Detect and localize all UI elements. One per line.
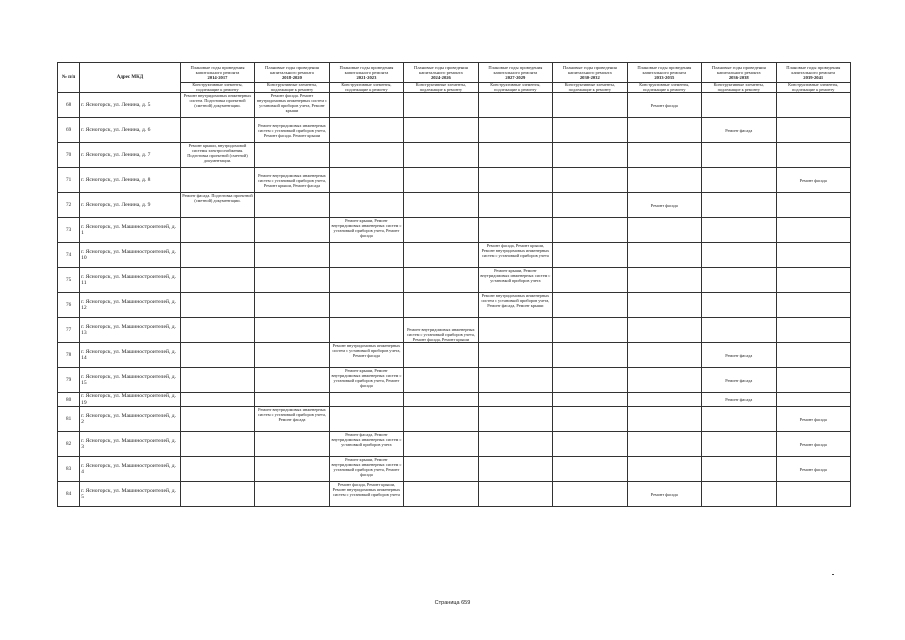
table-row bbox=[58, 432, 851, 457]
row-number: 70 bbox=[58, 143, 80, 168]
repair-cell bbox=[478, 457, 552, 482]
repair-cell bbox=[627, 143, 701, 168]
repair-cell: Ремонт фасада bbox=[627, 93, 701, 118]
repair-cell: Ремонт внутридомовых инженерных систем с установкой приборов учета, Ремонт фасада. Ремонт крыши bbox=[255, 118, 329, 143]
repair-cell bbox=[329, 193, 403, 218]
repair-cell bbox=[180, 407, 254, 432]
repair-cell bbox=[702, 482, 776, 507]
repair-cell bbox=[702, 218, 776, 243]
repair-cell bbox=[702, 293, 776, 318]
repair-cell bbox=[180, 432, 254, 457]
repair-cell bbox=[180, 482, 254, 507]
repair-cell bbox=[404, 293, 478, 318]
repair-cell bbox=[702, 143, 776, 168]
repair-cell bbox=[404, 393, 478, 407]
repair-cell: Ремонт фасада. Подготовка проектной (сметной) документации. bbox=[180, 193, 254, 218]
repair-cell: Ремонт фасада bbox=[776, 457, 851, 482]
repair-cell bbox=[553, 218, 627, 243]
repair-cell bbox=[776, 482, 851, 507]
repair-cell bbox=[553, 243, 627, 268]
repair-cell: Ремонт крыши, Ремонт внутридомовых инженерных систем с установкой приборов учета bbox=[478, 268, 552, 293]
repair-cell bbox=[255, 268, 329, 293]
repair-cell bbox=[255, 293, 329, 318]
repair-cell bbox=[553, 193, 627, 218]
repair-cell bbox=[329, 93, 403, 118]
header-period-0 bbox=[180, 63, 254, 83]
repair-cell bbox=[180, 118, 254, 143]
header-period-1 bbox=[255, 63, 329, 83]
repair-cell bbox=[627, 243, 701, 268]
repair-cell bbox=[702, 268, 776, 293]
repair-cell bbox=[478, 368, 552, 393]
repair-cell bbox=[180, 393, 254, 407]
row-address: г. Ясногорск, ул. Машиностроителей, д. 4 bbox=[80, 457, 181, 482]
header-period-label: Плановые годы проведения капитального ремонта bbox=[264, 65, 319, 75]
repair-cell: Ремонт внутридомовых инженерных систем с установкой приборов учета, Ремонт фасада bbox=[255, 407, 329, 432]
repair-cell: Ремонт крыши, Ремонт внутридомовых инженерных систем с установкой приборов учета, Ремонт фасада bbox=[329, 457, 403, 482]
repair-cell bbox=[627, 118, 701, 143]
repair-cell bbox=[702, 168, 776, 193]
repair-cell bbox=[478, 218, 552, 243]
header-period-label: Плановые годы проведения капитального ремонта bbox=[711, 65, 766, 75]
repair-cell bbox=[627, 407, 701, 432]
repair-cell bbox=[776, 218, 851, 243]
repair-cell bbox=[776, 193, 851, 218]
table-row bbox=[58, 193, 851, 218]
repair-cell bbox=[776, 393, 851, 407]
row-address: г. Ясногорск, ул. Машиностроителей, д. 1 bbox=[80, 218, 181, 243]
header-period-years: 2036-2038 bbox=[728, 75, 749, 80]
repair-cell bbox=[404, 143, 478, 168]
repair-cell bbox=[180, 368, 254, 393]
repair-cell bbox=[776, 93, 851, 118]
repair-cell: Ремонт внутридомовых инженерных систем с установкой приборов учета, Ремонт фасада bbox=[329, 343, 403, 368]
repair-cell bbox=[702, 457, 776, 482]
row-number: 78 bbox=[58, 343, 80, 368]
repair-cell bbox=[255, 343, 329, 368]
header-subtitle: Конструктивные элементы, подлежащие к ремонту bbox=[627, 83, 701, 93]
header-number: № п/п bbox=[58, 63, 80, 93]
repair-cell bbox=[776, 143, 851, 168]
header-period-years: 2033-2035 bbox=[654, 75, 675, 80]
repair-cell bbox=[553, 457, 627, 482]
table-row bbox=[58, 407, 851, 432]
repair-cell bbox=[180, 457, 254, 482]
repair-cell: Ремонт внутридомовых инженерных систем с установкой приборов учета, Ремонт крыши, Ремонт фасада bbox=[255, 168, 329, 193]
repair-cell bbox=[478, 93, 552, 118]
repair-cell bbox=[776, 343, 851, 368]
row-address: г. Ясногорск, ул. Машиностроителей, д. 3 bbox=[80, 432, 181, 457]
repair-cell bbox=[702, 318, 776, 343]
repair-cell bbox=[627, 343, 701, 368]
repair-cell bbox=[404, 482, 478, 507]
repair-cell bbox=[180, 218, 254, 243]
header-period-label: Плановые годы проведения капитального ремонта bbox=[786, 65, 841, 75]
repair-cell bbox=[329, 393, 403, 407]
header-period-6 bbox=[627, 63, 701, 83]
table-row bbox=[58, 218, 851, 243]
repair-cell bbox=[329, 407, 403, 432]
repair-cell bbox=[776, 368, 851, 393]
repair-cell bbox=[627, 268, 701, 293]
repair-cell bbox=[553, 168, 627, 193]
row-address: г. Ясногорск, ул. Машиностроителей, д. 14 bbox=[80, 343, 181, 368]
repair-cell bbox=[404, 268, 478, 293]
repair-cell bbox=[627, 457, 701, 482]
repair-cell bbox=[553, 343, 627, 368]
header-subtitle: Конструктивные элементы, подлежащие к ремонту bbox=[776, 83, 851, 93]
row-number: 79 bbox=[58, 368, 80, 393]
repair-cell bbox=[180, 168, 254, 193]
repair-cell: Ремонт фасада bbox=[627, 482, 701, 507]
header-period-label: Плановые годы проведения капитального ремонта bbox=[190, 65, 245, 75]
table-row bbox=[58, 368, 851, 393]
repair-cell bbox=[553, 432, 627, 457]
repair-cell: Ремонт фасада bbox=[776, 407, 851, 432]
repair-cell bbox=[553, 143, 627, 168]
row-number: 84 bbox=[58, 482, 80, 507]
row-number: 83 bbox=[58, 457, 80, 482]
repair-cell bbox=[180, 318, 254, 343]
header-period-years: 2021-2023 bbox=[356, 75, 377, 80]
table-row bbox=[58, 168, 851, 193]
table-row bbox=[58, 482, 851, 507]
repair-cell bbox=[776, 318, 851, 343]
header-subtitle: Конструктивные элементы, подлежащие к ремонту bbox=[702, 83, 776, 93]
repair-cell bbox=[478, 318, 552, 343]
header-address: Адрес МКД bbox=[80, 63, 181, 93]
repair-cell bbox=[329, 243, 403, 268]
repair-cell bbox=[478, 143, 552, 168]
row-address: г. Ясногорск, ул. Ленина, д. 6 bbox=[80, 118, 181, 143]
header-subtitle: Конструктивные элементы, подлежащие к ремонту bbox=[404, 83, 478, 93]
row-address: г. Ясногорск, ул. Ленина, д. 8 bbox=[80, 168, 181, 193]
row-number: 74 bbox=[58, 243, 80, 268]
header-period-8 bbox=[776, 63, 851, 83]
repair-cell bbox=[702, 407, 776, 432]
table-row bbox=[58, 268, 851, 293]
repair-cell bbox=[627, 168, 701, 193]
repair-cell bbox=[478, 407, 552, 432]
header-period-4 bbox=[478, 63, 552, 83]
row-number: 77 bbox=[58, 318, 80, 343]
repair-cell bbox=[553, 393, 627, 407]
row-address: г. Ясногорск, ул. Машиностроителей, д. 13 bbox=[80, 318, 181, 343]
repair-cell bbox=[553, 93, 627, 118]
repair-cell bbox=[478, 482, 552, 507]
row-address: г. Ясногорск, ул. Машиностроителей, д. 2 bbox=[80, 407, 181, 432]
repair-cell: Ремонт фасада, Ремонт внутридомовых инженерных систем с установкой приборов учета bbox=[329, 432, 403, 457]
repair-cell: Ремонт фасада. Ремонт внутридомовых инженерных систем с установкой приборов учета, Ремонт крыши bbox=[255, 93, 329, 118]
repair-cell: Ремонт крыши, Ремонт внутридомовых инженерных систем с установкой приборов учета, Ремонт фасада bbox=[329, 368, 403, 393]
repair-cell bbox=[329, 168, 403, 193]
repair-cell bbox=[329, 293, 403, 318]
repair-cell bbox=[627, 368, 701, 393]
row-number: 75 bbox=[58, 268, 80, 293]
repair-cell: Ремонт фасада bbox=[776, 432, 851, 457]
repair-cell bbox=[478, 432, 552, 457]
repair-cell: Ремонт крыши, Ремонт внутридомовых инженерных систем с установкой приборов учета, Ремонт фасада bbox=[329, 218, 403, 243]
repair-cell bbox=[553, 368, 627, 393]
repair-cell bbox=[553, 268, 627, 293]
row-number: 69 bbox=[58, 118, 80, 143]
repair-cell: Ремонт фасада bbox=[702, 368, 776, 393]
header-period-years: 2030-2032 bbox=[579, 75, 600, 80]
repair-cell bbox=[478, 118, 552, 143]
header-subtitle: Конструктивные элементы, подлежащие к ремонту bbox=[329, 83, 403, 93]
header-subtitle: Конструктивные элементы, подлежащие к ремонту bbox=[553, 83, 627, 93]
scan-speck bbox=[832, 574, 834, 575]
repair-cell bbox=[404, 193, 478, 218]
header-subtitle: Конструктивные элементы, подлежащие к ремонту bbox=[478, 83, 552, 93]
repair-cell: Ремонт фасада bbox=[776, 168, 851, 193]
repair-cell bbox=[180, 268, 254, 293]
table-row bbox=[58, 118, 851, 143]
table-row bbox=[58, 318, 851, 343]
row-number: 81 bbox=[58, 407, 80, 432]
table-row bbox=[58, 293, 851, 318]
repair-cell: Ремонт фасада, Ремонт крыши, Ремонт внутридомовых инженерных систем с установкой приборов учета bbox=[478, 243, 552, 268]
repair-cell bbox=[478, 193, 552, 218]
page-number: Страница 659 bbox=[434, 600, 471, 606]
row-address: г. Ясногорск, ул. Машиностроителей, д. 10 bbox=[80, 243, 181, 268]
row-number: 68 bbox=[58, 93, 80, 118]
repair-cell: Ремонт крыши, внутридомовой системы электроснабжения. Подготовка проектной (сметной) документации. bbox=[180, 143, 254, 168]
repair-cell bbox=[404, 243, 478, 268]
repair-cell bbox=[255, 143, 329, 168]
repair-cell bbox=[180, 293, 254, 318]
header-period-years: 2014-2017 bbox=[207, 75, 228, 80]
repair-cell bbox=[255, 457, 329, 482]
header-period-2 bbox=[329, 63, 403, 83]
repair-cell bbox=[553, 482, 627, 507]
repair-cell bbox=[627, 432, 701, 457]
table-row bbox=[58, 393, 851, 407]
repair-cell bbox=[553, 407, 627, 432]
header-subtitle: Конструктивные элементы, подлежащие к ремонту bbox=[180, 83, 254, 93]
repair-cell bbox=[553, 293, 627, 318]
repair-cell bbox=[404, 343, 478, 368]
repair-cell: Ремонт фасада, Ремонт крыши, Ремонт внутридомовых инженерных систем с установкой приборов учета bbox=[329, 482, 403, 507]
repair-cell bbox=[702, 432, 776, 457]
repair-cell bbox=[776, 268, 851, 293]
repair-cell bbox=[404, 118, 478, 143]
header-period-5 bbox=[553, 63, 627, 83]
header-period-label: Плановые годы проведения капитального ремонта bbox=[562, 65, 617, 75]
repair-cell bbox=[553, 318, 627, 343]
repair-cell bbox=[776, 243, 851, 268]
row-address: г. Ясногорск, ул. Ленина, д. 5 bbox=[80, 93, 181, 118]
header-period-3 bbox=[404, 63, 478, 83]
row-number: 72 bbox=[58, 193, 80, 218]
row-address: г. Ясногорск, ул. Машиностроителей, д. 5 bbox=[80, 482, 181, 507]
repair-cell bbox=[255, 193, 329, 218]
repair-cell bbox=[329, 318, 403, 343]
repair-cell bbox=[478, 393, 552, 407]
repair-cell bbox=[404, 93, 478, 118]
header-period-label: Плановые годы проведения капитального ремонта bbox=[339, 65, 394, 75]
repair-cell bbox=[627, 318, 701, 343]
repair-cell bbox=[702, 193, 776, 218]
repair-cell bbox=[478, 343, 552, 368]
header-period-label: Плановые годы проведения капитального ремонта bbox=[637, 65, 692, 75]
row-address: г. Ясногорск, ул. Машиностроителей, д. 12 bbox=[80, 293, 181, 318]
repair-cell bbox=[255, 393, 329, 407]
row-address: г. Ясногорск, ул. Ленина, д. 7 bbox=[80, 143, 181, 168]
repair-cell bbox=[180, 343, 254, 368]
repair-cell bbox=[404, 368, 478, 393]
row-address: г. Ясногорск, ул. Машиностроителей, д. 11 bbox=[80, 268, 181, 293]
header-period-years: 2039-2041 bbox=[803, 75, 824, 80]
repair-cell bbox=[329, 143, 403, 168]
header-period-years: 2018-2020 bbox=[282, 75, 302, 80]
header-period-years: 2027-2029 bbox=[505, 75, 526, 80]
repair-cell bbox=[255, 243, 329, 268]
repair-cell: Ремонт внутридомовых инженерных систем с установкой приборов учета, Ремонт фасада, Ремонт крыши bbox=[478, 293, 552, 318]
repair-cell bbox=[255, 432, 329, 457]
table-row bbox=[58, 143, 851, 168]
repair-cell bbox=[404, 168, 478, 193]
repair-cell bbox=[404, 457, 478, 482]
repair-cell bbox=[404, 218, 478, 243]
repair-cell bbox=[255, 368, 329, 393]
repair-cell: Ремонт внутридомовых инженерных систем. Подготовка проектной (сметной) документации. bbox=[180, 93, 254, 118]
repair-cell bbox=[702, 93, 776, 118]
repair-cell bbox=[329, 118, 403, 143]
repair-cell: Ремонт фасада bbox=[627, 193, 701, 218]
repair-cell bbox=[702, 243, 776, 268]
table-row bbox=[58, 93, 851, 118]
header-period-label: Плановые годы проведения капитального ремонта bbox=[413, 65, 468, 75]
header-period-label: Плановые годы проведения капитального ремонта bbox=[488, 65, 543, 75]
repair-cell bbox=[404, 432, 478, 457]
repair-cell: Ремонт фасада bbox=[702, 393, 776, 407]
repair-cell bbox=[776, 118, 851, 143]
row-address: г. Ясногорск, ул. Машиностроителей, д. 19 bbox=[80, 393, 181, 407]
row-number: 80 bbox=[58, 393, 80, 407]
repair-cell: Ремонт фасада bbox=[702, 343, 776, 368]
table-row bbox=[58, 243, 851, 268]
repair-cell bbox=[255, 482, 329, 507]
header-subtitle: Конструктивные элементы, подлежащие к ремонту bbox=[255, 83, 329, 93]
repair-cell bbox=[627, 218, 701, 243]
repair-cell bbox=[627, 293, 701, 318]
row-number: 73 bbox=[58, 218, 80, 243]
row-number: 82 bbox=[58, 432, 80, 457]
repair-cell bbox=[255, 318, 329, 343]
repair-cell bbox=[776, 293, 851, 318]
table-row bbox=[58, 457, 851, 482]
repair-cell: Ремонт внутридомовых инженерных систем с установкой приборов учета, Ремонт фасада, Ремонт крыши bbox=[404, 318, 478, 343]
repair-cell bbox=[627, 393, 701, 407]
repair-cell bbox=[255, 218, 329, 243]
row-number: 71 bbox=[58, 168, 80, 193]
repair-cell bbox=[478, 168, 552, 193]
header-period-years: 2024-2026 bbox=[430, 75, 451, 80]
table-row bbox=[58, 343, 851, 368]
row-number: 76 bbox=[58, 293, 80, 318]
header-period-7 bbox=[702, 63, 776, 83]
repair-cell bbox=[553, 118, 627, 143]
row-address: г. Ясногорск, ул. Машиностроителей, д. 15 bbox=[80, 368, 181, 393]
row-address: г. Ясногорск, ул. Ленина, д. 9 bbox=[80, 193, 181, 218]
capital-repair-table bbox=[57, 62, 851, 507]
repair-cell bbox=[329, 268, 403, 293]
repair-cell bbox=[404, 407, 478, 432]
repair-cell bbox=[180, 243, 254, 268]
repair-cell: Ремонт фасада bbox=[702, 118, 776, 143]
